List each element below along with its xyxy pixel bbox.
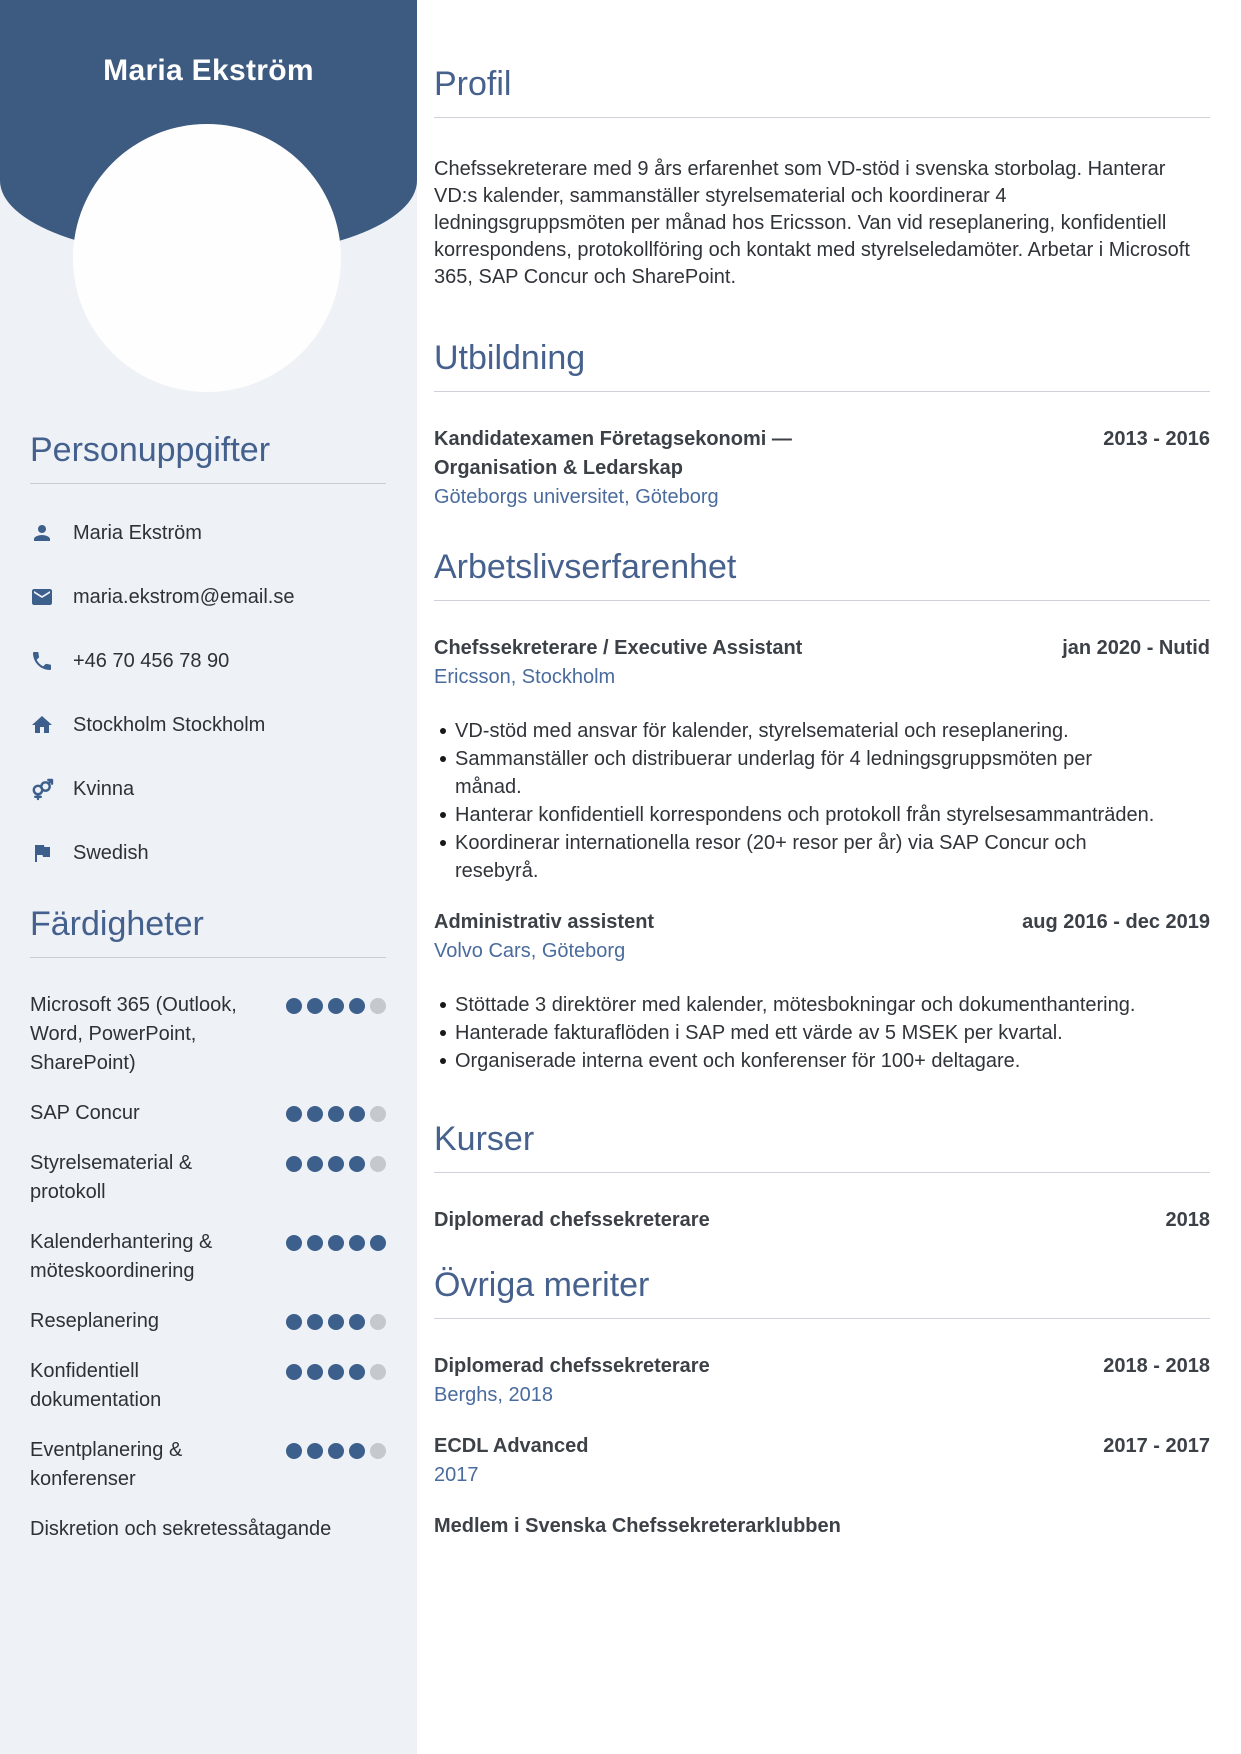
merit-entry <box>434 1432 1210 1489</box>
rating-dot <box>328 1235 344 1251</box>
personal-info-row <box>30 648 386 674</box>
divider <box>30 483 386 484</box>
entry-subtitle: Berghs, 2018 <box>434 1384 553 1406</box>
rating-dot <box>307 1235 323 1251</box>
skill-row <box>30 1228 386 1286</box>
entry-subtitle: Göteborgs universitet, Göteborg <box>434 486 719 508</box>
rating-dot <box>328 1443 344 1459</box>
flag-icon <box>30 841 54 865</box>
skills-section-heading: Färdigheter <box>30 905 204 943</box>
entry-title: ECDL Advanced <box>434 1435 589 1457</box>
nationality-value: Swedish <box>73 842 149 864</box>
skill-label: SAP Concur <box>30 1102 140 1124</box>
entry-date: 2018 <box>1165 1209 1210 1231</box>
courses-section <box>434 1119 1210 1235</box>
bullet-item: Sammanställer och distribuerar underlag för 4 ledningsgruppsmöten per månad. <box>434 745 1155 801</box>
main-content <box>417 0 1241 1541</box>
sidebar <box>0 0 417 1754</box>
rating-dot <box>286 1106 302 1122</box>
entry-date: 2013 - 2016 <box>1103 428 1210 450</box>
divider <box>434 1318 1210 1319</box>
rating-dot <box>286 1314 302 1330</box>
education-entry <box>434 425 1210 511</box>
sidebar-content <box>30 430 386 1565</box>
profile-heading: Profil <box>434 65 512 103</box>
personal-info-row <box>30 520 386 546</box>
skill-label: Reseplanering <box>30 1310 159 1332</box>
personal-section-heading: Personuppgifter <box>30 431 271 469</box>
skills-list <box>30 991 386 1544</box>
merit-entry <box>434 1352 1210 1409</box>
home-icon <box>30 713 54 737</box>
entry-title: Diplomerad chefssekreterare <box>434 1209 710 1231</box>
other-merits-section <box>434 1265 1210 1541</box>
divider <box>434 117 1210 118</box>
profile-text: Chefssekreterare med 9 års erfarenhet som VD-stöd i svenska storbolag. Hanterar VD:s kalender, sammanställer styrelsematerial och koordinerar 4 ledningsgruppsmöten per månad hos Ericsson. Van vid reseplanering, konfidentiell korrespondens, protokollföring och kontakt med styrelseledamöter. Arbetar i Microsoft 365, SAP Concur och SharePoint. <box>434 158 1190 288</box>
rating-dot <box>349 1235 365 1251</box>
education-section <box>434 338 1210 511</box>
profile-section <box>434 64 1210 291</box>
envelope-icon <box>30 585 54 609</box>
experience-heading: Arbetslivserfarenhet <box>434 548 737 586</box>
divider <box>434 1172 1210 1173</box>
experience-entry <box>434 634 1210 885</box>
rating-dot <box>328 1364 344 1380</box>
entry-title: Chefssekreterare / Executive Assistant <box>434 637 803 659</box>
rating-dot <box>349 1364 365 1380</box>
entry-title: Medlem i Svenska Chefssekreterarklubben <box>434 1515 841 1537</box>
skill-rating <box>286 1357 386 1415</box>
bullet-list <box>434 717 1155 885</box>
skill-row <box>30 1099 386 1128</box>
entry-title: Administrativ assistent <box>434 911 655 933</box>
divider <box>434 600 1210 601</box>
skill-row <box>30 1149 386 1207</box>
skill-label: Styrelsematerial & protokoll <box>30 1152 193 1203</box>
entry-subtitle: Volvo Cars, Göteborg <box>434 940 626 962</box>
rating-dot <box>328 998 344 1014</box>
rating-dot <box>349 1443 365 1459</box>
rating-dot <box>307 1314 323 1330</box>
experience-section <box>434 547 1210 1075</box>
rating-dot <box>286 1443 302 1459</box>
rating-dot <box>286 998 302 1014</box>
rating-dot <box>370 1156 386 1172</box>
divider <box>434 391 1210 392</box>
rating-dot <box>370 1106 386 1122</box>
rating-dot <box>328 1314 344 1330</box>
entry-date: 2018 - 2018 <box>1103 1355 1210 1377</box>
experience-entry <box>434 908 1210 1075</box>
rating-dot <box>349 1106 365 1122</box>
entry-title: Diplomerad chefssekreterare <box>434 1355 710 1377</box>
personal-info-row <box>30 776 386 802</box>
rating-dot <box>328 1156 344 1172</box>
rating-dot <box>370 1235 386 1251</box>
rating-dot <box>307 1106 323 1122</box>
skill-rating <box>286 1099 386 1128</box>
divider <box>30 957 386 958</box>
gender-value: Kvinna <box>73 778 135 800</box>
phone-value: +46 70 456 78 90 <box>73 650 230 672</box>
entry-date: 2017 - 2017 <box>1103 1435 1210 1457</box>
skill-label: Kalenderhantering & möteskoordinering <box>30 1231 213 1282</box>
personal-info-list <box>30 520 386 866</box>
rating-dot <box>286 1156 302 1172</box>
rating-dot <box>370 1314 386 1330</box>
user-icon <box>30 521 54 545</box>
rating-dot <box>286 1235 302 1251</box>
email-value: maria.ekstrom@email.se <box>73 586 295 608</box>
rating-dot <box>370 998 386 1014</box>
person-name: Maria Ekström <box>103 54 314 87</box>
bullet-list <box>434 991 1155 1075</box>
rating-dot <box>307 1156 323 1172</box>
skill-row <box>30 991 386 1078</box>
bullet-item: Koordinerar internationella resor (20+ resor per år) via SAP Concur och resebyrå. <box>434 829 1155 885</box>
skill-row <box>30 1357 386 1415</box>
skill-row <box>30 1307 386 1336</box>
bullet-item: Organiserade interna event och konferenser för 100+ deltagare. <box>434 1047 1155 1075</box>
rating-dot <box>370 1443 386 1459</box>
entry-subtitle: Ericsson, Stockholm <box>434 666 616 688</box>
phone-icon <box>30 649 54 673</box>
bullet-item: Hanterade fakturaflöden i SAP med ett värde av 5 MSEK per kvartal. <box>434 1019 1155 1047</box>
personal-info-row <box>30 584 386 610</box>
skill-label: Konfidentiell dokumentation <box>30 1360 162 1411</box>
rating-dot <box>307 1364 323 1380</box>
bullet-item: Stöttade 3 direktörer med kalender, mötesbokningar och dokumenthantering. <box>434 991 1155 1019</box>
rating-dot <box>307 1443 323 1459</box>
personal-name-value: Maria Ekström <box>73 522 202 544</box>
bullet-item: VD-stöd med ansvar för kalender, styrelsematerial och reseplanering. <box>434 717 1155 745</box>
rating-dot <box>370 1364 386 1380</box>
skill-label: Eventplanering & konferenser <box>30 1439 183 1490</box>
location-value: Stockholm Stockholm <box>73 714 266 736</box>
rating-dot <box>307 998 323 1014</box>
rating-dot <box>349 1314 365 1330</box>
skill-rating <box>286 1149 386 1207</box>
skill-rating <box>286 1436 386 1494</box>
skill-rating <box>286 991 386 1078</box>
education-heading: Utbildning <box>434 339 586 377</box>
skill-label: Microsoft 365 (Outlook, Word, PowerPoint, SharePoint) <box>30 994 237 1074</box>
other-merits-heading: Övriga meriter <box>434 1266 650 1304</box>
rating-dot <box>349 1156 365 1172</box>
skill-row <box>30 1436 386 1494</box>
entry-date: jan 2020 - Nutid <box>1062 637 1210 659</box>
rating-dot <box>286 1364 302 1380</box>
skill-rating <box>286 1228 386 1286</box>
profile-photo-placeholder <box>73 124 341 392</box>
bullet-item: Hanterar konfidentiell korrespondens och protokoll från styrelsesammanträden. <box>434 801 1155 829</box>
skill-label: Diskretion och sekretessåtagande <box>30 1518 332 1540</box>
merit-entry <box>434 1512 1210 1541</box>
rating-dot <box>328 1106 344 1122</box>
entry-subtitle: 2017 <box>434 1464 479 1486</box>
courses-heading: Kurser <box>434 1120 535 1158</box>
entry-title: Kandidatexamen Företagsekonomi — Organisation & Ledarskap <box>434 428 792 479</box>
course-entry <box>434 1206 1210 1235</box>
personal-info-row <box>30 712 386 738</box>
skill-rating <box>286 1307 386 1336</box>
personal-info-row <box>30 840 386 866</box>
skill-row <box>30 1515 386 1544</box>
rating-dot <box>349 998 365 1014</box>
gender-icon <box>30 777 54 801</box>
entry-date: aug 2016 - dec 2019 <box>1022 911 1210 933</box>
